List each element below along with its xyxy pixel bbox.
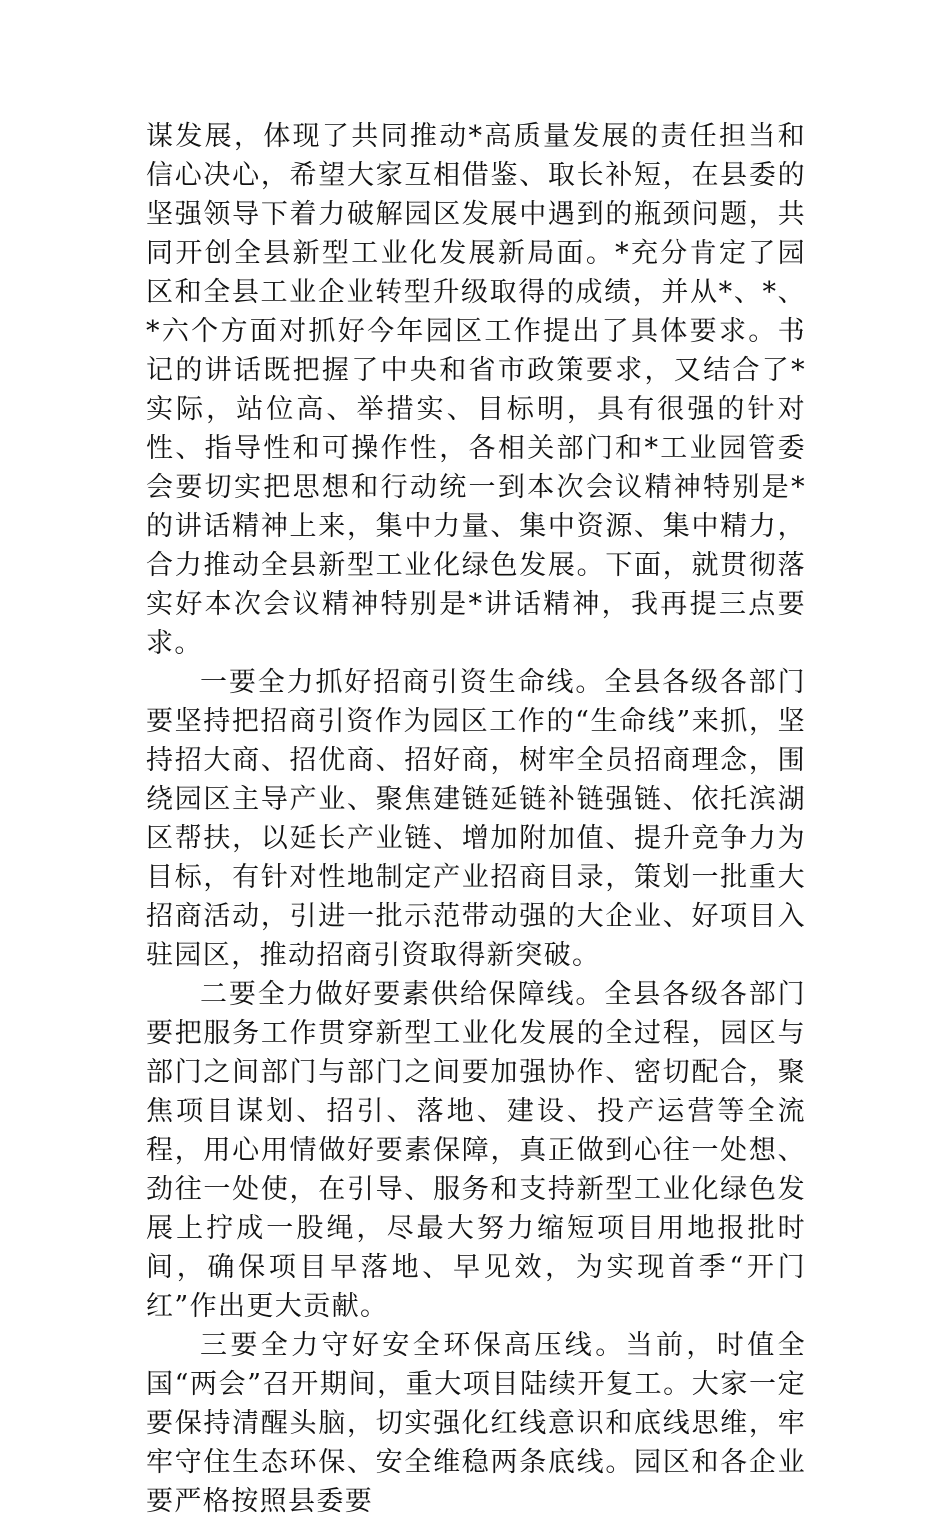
body-paragraph-4: 三要全力守好安全环保高压线。当前，时值全国“两会”召开期间，重大项目陆续开复工。大家一定要保持清醒头脑，切实强化红线意识和底线思维，牢牢守住生态环保、安全维稳两条底线。园区和各企业要严格按照县委要 bbox=[146, 1330, 806, 1517]
body-paragraph-2: 一要全力抓好招商引资生命线。全县各级各部门要坚持把招商引资作为园区工作的“生命线”来抓，坚持招大商、招优商、招好商，树牢全员招商理念，围绕园区主导产业、聚焦建链延链补链强链、依托滨湖区帮扶，以延长产业链、增加附加值、提升竞争力为目标，有针对性地制定产业招商目录，策划一批重大招商活动，引进一批示范带动强的大企业、好项目入驻园区，推动招商引资取得新突破。 bbox=[146, 667, 806, 971]
document-page bbox=[146, 117, 806, 1521]
body-paragraph-3: 二要全力做好要素供给保障线。全县各级各部门要把服务工作贯穿新型工业化发展的全过程，园区与部门之间部门与部门之间要加强协作、密切配合，聚焦项目谋划、招引、落地、建设、投产运营等全流程，用心用情做好要素保障，真正做到心往一处想、劲往一处使，在引导、服务和支持新型工业化绿色发展上拧成一股绳，尽最大努力缩短项目用地报批时间，确保项目早落地、早见效，为实现首季“开门红”作出更大贡献。 bbox=[146, 979, 806, 1322]
body-paragraph-1: 谋发展，体现了共同推动*高质量发展的责任担当和信心决心，希望大家互相借鉴、取长补短，在县委的坚强领导下着力破解园区发展中遇到的瓶颈问题，共同开创全县新型工业化发展新局面。*充分肯定了园区和全县工业企业转型升级取得的成绩，并从*、*、*六个方面对抓好今年园区工作提出了具体要求。书记的讲话既把握了中央和省市政策要求，又结合了*实际，站位高、举措实、目标明，具有很强的针对性、指导性和可操作性，各相关部门和*工业园管委会要切实把思想和行动统一到本次会议精神特别是*的讲话精神上来，集中力量、集中资源、集中精力，合力推动全县新型工业化绿色发展。下面，就贯彻落实好本次会议精神特别是*讲话精神，我再提三点要求。 bbox=[146, 121, 806, 659]
